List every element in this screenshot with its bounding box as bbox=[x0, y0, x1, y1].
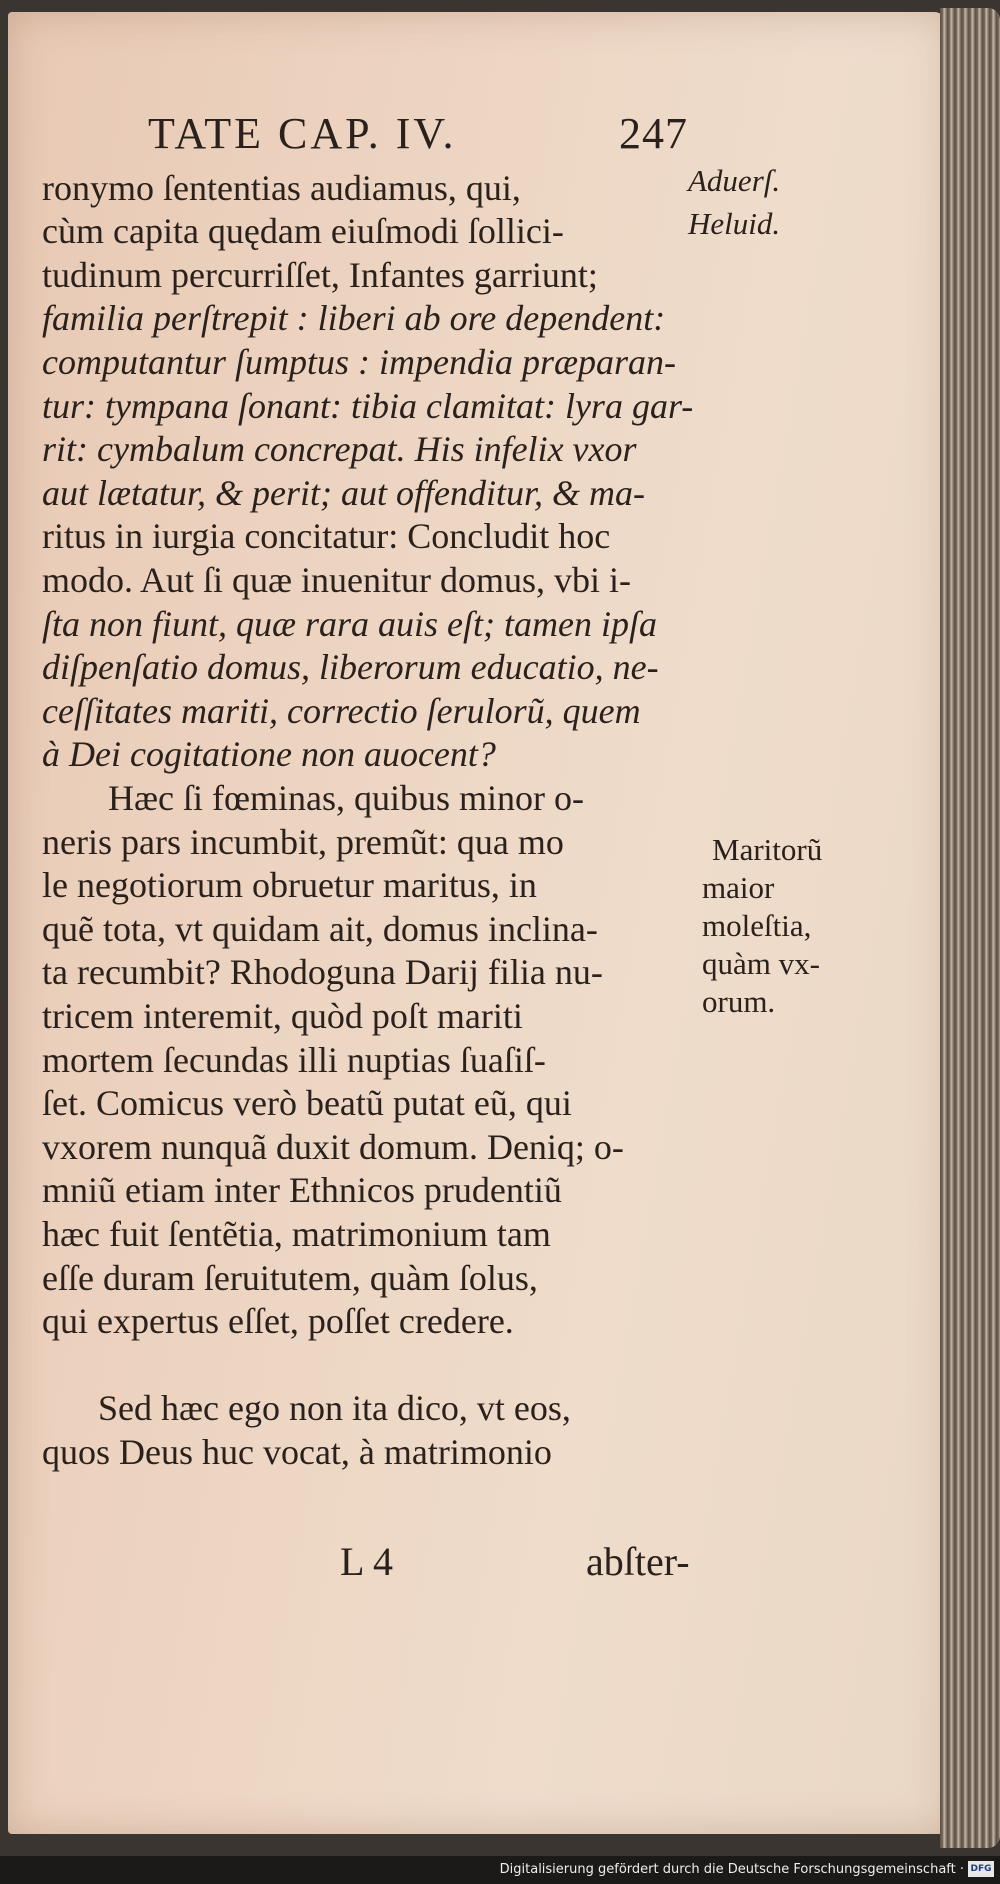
body-line: Sed hæc ego non ita dico, vt eos, bbox=[98, 1388, 571, 1428]
body-line: ſet. Comicus verò beatũ putat eũ, qui bbox=[42, 1083, 572, 1123]
body-line: à Dei cogitatione non auocent? bbox=[42, 734, 496, 774]
margin-note-reference: Heluid. bbox=[688, 206, 781, 241]
catchword: abſter- bbox=[586, 1539, 690, 1584]
running-title: TATE CAP. IV. bbox=[148, 109, 457, 158]
body-line: diſpenſatio domus, liberorum educatio, ne- bbox=[42, 647, 659, 687]
body-line: quos Deus huc vocat, à matrimonio bbox=[42, 1432, 552, 1472]
body-line: mortem ſecundas illi nuptias ſuaſiſ- bbox=[42, 1040, 546, 1080]
body-line: eſſe duram ſeruitutem, quàm ſolus, bbox=[42, 1258, 538, 1298]
signature-mark: L 4 bbox=[340, 1539, 393, 1584]
body-line: aut lætatur, & perit; aut offenditur, & ma- bbox=[42, 473, 646, 513]
body-line: hæc fuit ſentẽtia, matrimonium tam bbox=[42, 1214, 551, 1254]
body-line: mniũ etiam inter Ethnicos prudentiũ bbox=[42, 1170, 562, 1210]
body-line: le negotiorum obruetur maritus, in bbox=[42, 865, 537, 905]
margin-note-gloss: orum. bbox=[702, 984, 776, 1019]
margin-note-reference: Aduerſ. bbox=[688, 163, 781, 198]
body-line: qui expertus eſſet, poſſet credere. bbox=[42, 1301, 514, 1341]
body-line: Hæc ſi fœminas, quibus minor o- bbox=[108, 778, 584, 818]
body-line: neris pars incumbit, premũt: qua mo bbox=[42, 822, 564, 862]
margin-note-gloss: maior bbox=[702, 870, 775, 905]
margin-note-gloss: Maritorũ bbox=[712, 832, 823, 867]
margin-note-gloss: moleſtia, bbox=[702, 908, 812, 943]
body-line: quẽ tota, vt quidam ait, domus inclina- bbox=[42, 909, 598, 949]
digitization-credit: Digitalisierung gefördert durch die Deutsche Forschungsgemeinschaft · bbox=[499, 1862, 964, 1877]
margin-note-gloss: quàm vx- bbox=[702, 946, 820, 981]
body-line: ta recumbit? Rhodoguna Darij filia nu- bbox=[42, 952, 603, 992]
body-line: vxorem nunquã duxit domum. Deniq; o- bbox=[42, 1127, 624, 1167]
page-edges bbox=[940, 8, 1000, 1848]
body-line: ritus in iurgia concitatur: Concludit hoc bbox=[42, 516, 611, 556]
digitization-footer bbox=[0, 1856, 1000, 1884]
dfg-logo: DFG bbox=[968, 1861, 994, 1877]
running-header bbox=[148, 108, 688, 159]
page-number: 247 bbox=[619, 109, 688, 158]
body-line: tudinum percurriſſet, Infantes garriunt; bbox=[42, 255, 598, 295]
body-line: tricem interemit, quòd poſt mariti bbox=[42, 996, 523, 1036]
body-line: tur: tympana ſonant: tibia clamitat: lyra gar- bbox=[42, 386, 694, 426]
body-line: computantur ſumptus : impendia præparan- bbox=[42, 342, 676, 382]
body-line: familia perſtrepit : liberi ab ore dependent: bbox=[42, 298, 666, 338]
body-line: modo. Aut ſi quæ inuenitur domus, vbi i- bbox=[42, 560, 632, 600]
body-line: rit: cymbalum concrepat. His infelix vxor bbox=[42, 429, 637, 469]
body-line: ſta non fiunt, quæ rara auis eſt; tamen ipſa bbox=[42, 604, 658, 644]
body-line: cùm capita quędam eiuſmodi ſollici- bbox=[42, 211, 564, 251]
body-line: ronymo ſententias audiamus, qui, bbox=[42, 168, 521, 208]
body-line: ceſſitates mariti, correctio ſerulorũ, quem bbox=[42, 691, 641, 731]
